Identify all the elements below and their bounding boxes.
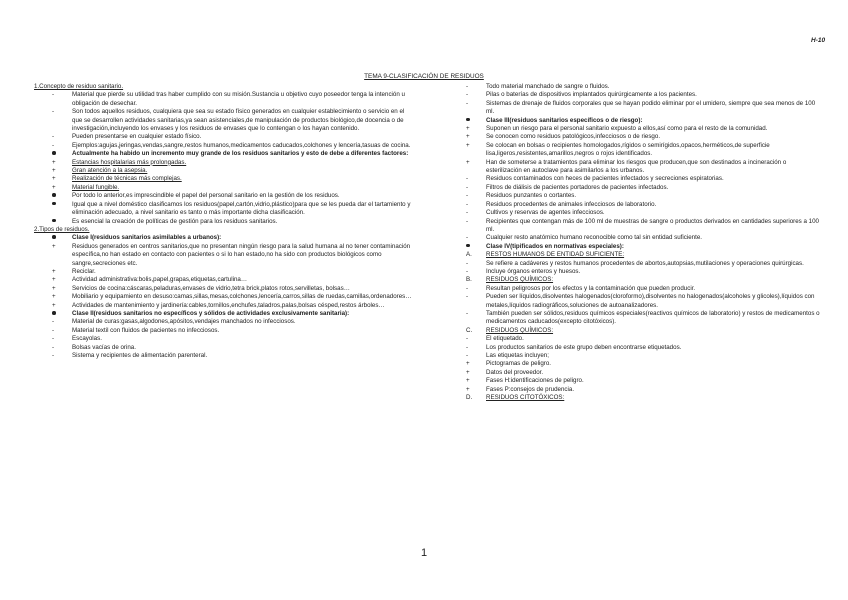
list-item (448, 192, 820, 200)
list-marker: + (466, 360, 470, 368)
list-item-text: Actividad administrativa:bolis,papel,grapas,etiquetas,cartulina… (72, 276, 248, 284)
list-item-text: Las etiquetas incluyen; (486, 352, 549, 359)
list-item (448, 310, 820, 327)
list-item (448, 100, 820, 117)
list-marker: + (52, 183, 56, 191)
list-item (448, 293, 820, 310)
section-heading: 1.Concepto de residuo sanitario. (34, 83, 124, 90)
list-item (34, 285, 412, 293)
list-item (448, 117, 820, 125)
list-item-text: Datos del proveedor. (486, 368, 544, 376)
list-item (34, 159, 412, 167)
bullet-dot (52, 192, 66, 200)
list-marker: - (52, 141, 55, 149)
list-item (448, 327, 820, 335)
list-item (448, 344, 820, 352)
list-item (448, 360, 820, 368)
list-item (448, 234, 820, 242)
section2-list (34, 234, 412, 360)
list-item (448, 184, 820, 192)
list-item (34, 344, 412, 352)
list-item-text: Clase I(residuos sanitarios asimilables a urbanos): (72, 234, 222, 242)
list-marker: - (466, 259, 469, 267)
list-item-text: Incluye órganos enteros y huesos. (486, 267, 581, 275)
list-item-text: Pueden ser líquidos,disolventes halogenados(cloroformo),disolventes no halogenados(alcoholes y glicoles),líquidos con metales,líquidos radiográficos,soluciones de autoanalizadores. (486, 293, 815, 309)
list-item (34, 293, 412, 301)
list-marker: + (466, 377, 470, 385)
list-item-text: Material textil con fluidos de pacientes no infecciosos. (72, 326, 220, 334)
list-marker: - (466, 183, 469, 191)
list-marker: - (52, 335, 55, 343)
bullet-dot (52, 218, 66, 226)
right-column (448, 83, 820, 402)
list-item (448, 91, 820, 99)
bullet-dot (52, 150, 66, 158)
list-item-text: Reciclar. (72, 267, 96, 275)
list-marker: + (52, 167, 56, 175)
list-item-text: Sistemas de drenaje de fluidos corporales que se hayan podido eliminar por el umidero, siempre que sea menos de 100 ml. (486, 99, 816, 116)
list-item-text: Material que pierde su utilidad tras haber cumplido con su misión.Sustancia u objetivo cuyo poseedor tenga la intención u obligación de desechar. (72, 91, 405, 107)
list-item-text: Estancias hospitalarias más prolongadas. (72, 158, 187, 166)
list-marker: - (466, 284, 469, 292)
list-item-text: Se refiere a cadáveres y restos humanos procedentes de abortos,autopsias,mutilaciones y operaciones quirúrgicas. (486, 259, 804, 267)
list-item-text: Fases H:identificaciones de peligro. (486, 377, 584, 385)
list-item (34, 218, 412, 226)
list-marker: + (52, 276, 56, 284)
list-marker: + (52, 301, 56, 309)
list-item-text: Cualquier resto anatómico humano reconocible como tal sin entidad suficiente. (486, 234, 702, 242)
list-item (34, 192, 412, 200)
list-marker: + (52, 158, 56, 166)
list-item (34, 150, 412, 158)
list-marker: - (466, 175, 469, 183)
list-marker: - (52, 91, 55, 99)
list-item (448, 377, 820, 385)
list-item (448, 251, 820, 259)
list-item-text: Resultan peligrosos por los efectos y la contaminación que pueden producir. (486, 284, 696, 292)
list-marker: - (466, 200, 469, 208)
document-title: TEMA 9-CLASIFICACIÓN DE RESIDUOS (364, 73, 484, 80)
list-item-text: Sistema y recipientes de alimentación parenteral. (72, 352, 208, 359)
list-marker: - (52, 326, 55, 334)
list-item (448, 268, 820, 276)
list-marker: + (52, 284, 56, 292)
list-item (34, 201, 412, 218)
list-item-text: Se colocan en bolsas o recipientes homologados,rígidos o semirígidos,opacos,herméticos,de superficie lisa,ligeros,resistentes,amarillos,negros o rojos identificados. (486, 141, 770, 158)
list-item-text: Residuos generados en centros sanitarios,que no presentan ningún riesgo para la salud humana al no tener contaminación específica,no han estado en contacto con pacientes o si lo han estado,no ha sido con productos biológicos como sangre,secreciones etc. (72, 242, 411, 267)
list-item-text: Realización de técnicas más complejas. (72, 175, 182, 183)
list-item-text: Servicios de cocina:cáscaras,peladuras,envases de vidrio,tetra brick,platos rotos,servilletas, bolsas… (72, 284, 350, 292)
list-marker: - (466, 352, 469, 359)
list-item (34, 234, 412, 242)
list-item-text: Fases P:consejos de prudencia. (486, 385, 575, 393)
list-item-text: RESIDUOS CITOTÓXICOS: (486, 394, 565, 402)
list-item (34, 276, 412, 284)
list-item-text: Escayolas. (72, 335, 102, 343)
list-item (448, 142, 820, 159)
list-item (34, 352, 412, 360)
list-item (34, 310, 412, 318)
list-item (448, 386, 820, 394)
list-item-text: Actualmente ha habido un incremento muy grande de los residuos sanitarios y esto de debe a diferentes factores: (72, 150, 409, 158)
list-marker: D. (466, 394, 473, 402)
list-item-text: También pueden ser sólidos,residuos químicos especiales(reactivos químicos de laboratorio) y restos de medicamentos o medicamentos caducados(excepto citotóxicos). (486, 309, 820, 326)
list-item-text: RESIDUOS QUÍMICOS: (486, 326, 554, 334)
list-marker: + (466, 158, 470, 166)
list-item (34, 268, 412, 276)
list-item (448, 218, 820, 235)
list-marker: + (52, 267, 56, 275)
list-item (448, 209, 820, 217)
list-marker: - (466, 335, 469, 343)
list-marker: + (466, 125, 470, 133)
list-marker: - (466, 209, 469, 217)
list-marker: B. (466, 276, 472, 284)
list-item (34, 327, 412, 335)
list-item (448, 175, 820, 183)
list-marker: + (52, 175, 56, 183)
list-marker: + (52, 293, 56, 301)
list-item-text: Recipientes que contengan más de 100 ml de muestras de sangre o productos derivados en cantidades superiores a 100 ml. (486, 217, 819, 233)
list-marker: + (52, 242, 56, 250)
bullet-dot (52, 310, 66, 318)
list-item (34, 243, 412, 268)
list-marker: - (52, 133, 55, 141)
list-item-text: Mobiliario y equipamiento en desuso:camas,sillas,mesas,colchones,lencería,carros,sillas de ruedas,camillas,ordenadores… (72, 293, 412, 301)
list-marker: + (466, 368, 470, 376)
list-item-text: Material de curas:gasas,algodones,apósitos,vendajes manchados no infecciosos. (72, 318, 296, 326)
list-item-text: Residuos contaminados con heces de pacientes infectados y secreciones espiratorias. (486, 175, 724, 183)
list-item-text: Gran atención a la asepsia. (72, 167, 148, 175)
bullet-dot (466, 117, 480, 125)
list-item-text: Bolsas vacías de orina. (72, 343, 136, 351)
list-marker: + (466, 141, 470, 149)
list-item-text: Pictogramas de peligro. (486, 360, 552, 368)
right-list (448, 83, 820, 402)
list-item (448, 201, 820, 209)
list-item-text: Actividades de mantenimiento y jardinería:cables,tornillos,enchufes,taladros,palas,bolsas césped,restos árboles… (72, 301, 385, 309)
list-item-text: Ejemplos:agujas,jeringas,vendas,sangre,restos humanos,medicamentos caducados,colchones y lencería,tasuas de cocina. (72, 141, 411, 149)
list-item-text: Pueden presentarse en cualquier estado físico. (72, 133, 202, 141)
bullet-dot (52, 234, 66, 242)
list-item (448, 243, 820, 251)
list-item-text: Residuos procedentes de animales infecciosos de laboratorio. (486, 200, 657, 208)
list-marker: - (466, 217, 469, 225)
bullet-dot (466, 243, 480, 251)
list-item-text: El etiquetado. (486, 335, 524, 343)
list-item (448, 159, 820, 176)
list-item (448, 83, 820, 91)
list-item-text: Igual que a nivel doméstico clasificamos los residuos(papel,cartón,vidrio,plástico)para que se les pueda dar el tartamiento y eliminación adecuado, a nivel sanitario es tanto o más importante dicha clasificación. (72, 200, 411, 217)
section1-list (34, 91, 412, 226)
header-code: H-10 (811, 37, 826, 44)
bullet-dot (52, 201, 66, 209)
list-item-text: Suponen un riesgo para el personal sanitario expuesto a ellos,así como para el resto de la comunidad. (486, 125, 768, 133)
list-marker: - (466, 192, 469, 200)
list-item (448, 276, 820, 284)
list-item (448, 335, 820, 343)
list-item-text: Los productos sanitarios de este grupo deben encontrarse etiquetados. (486, 343, 682, 351)
list-marker: - (466, 267, 469, 275)
list-item-text: Clase III(residuos sanitarios específicos o de riesgo): (486, 116, 643, 124)
list-marker: - (52, 352, 55, 359)
list-item (34, 184, 412, 192)
section-heading: 2.Tipos de residuos. (34, 225, 90, 233)
list-marker: - (466, 343, 469, 351)
list-item (448, 285, 820, 293)
list-item-text: RESTOS HUMANOS DE ENTIDAD SUFICIENTE: (486, 251, 625, 259)
list-marker: - (466, 91, 469, 99)
list-item-text: Son todos aquellos residuos, cualquiera que sea su estado físico generados en cualquier establecimiento o servicio en el que se desarrollen actividades sanitarias,ya sean asistenciales,de manipulación de productos biológico,de docencia o de investigación,incluyendo los envases y los residuos de envases que lo contengan o los hayan contenido. (72, 108, 405, 133)
list-item-text: Cultivos y reservas de agentes infecciosos. (486, 209, 605, 217)
list-marker: - (52, 318, 55, 326)
list-marker: + (466, 133, 470, 141)
list-item-text: Han de someterse a tratamientos para eliminar los riesgos que producen,que son destinados a incineración o esterilización en autoclave para asimilarlos a los urbanos. (486, 158, 787, 175)
list-item (34, 108, 412, 133)
page-number: 1 (420, 547, 428, 559)
list-item (34, 335, 412, 343)
list-marker: - (466, 234, 469, 242)
list-item (34, 167, 412, 175)
list-item (448, 125, 820, 133)
list-marker: C. (466, 326, 473, 334)
list-item-text: Material fungible. (72, 183, 120, 191)
list-item-text: Residuos punzantes o cortantes. (486, 192, 577, 200)
list-item (34, 133, 412, 141)
left-column (34, 83, 412, 360)
list-marker: + (466, 385, 470, 393)
list-item (448, 369, 820, 377)
list-item (448, 260, 820, 268)
list-item (34, 142, 412, 150)
list-item (34, 91, 412, 108)
list-marker: - (52, 343, 55, 351)
list-marker: A. (466, 251, 472, 259)
list-item (448, 133, 820, 141)
list-marker: - (466, 83, 469, 90)
list-item-text: Clase IV(tipificados en normativas especiales): (486, 242, 624, 250)
list-item-text: Es esencial la creación de políticas de gestión para los residuos sanitarios. (72, 217, 278, 225)
list-marker: - (466, 293, 469, 301)
list-item-text: Filtros de diálisis de pacientes portadores de pacientes infectados. (486, 183, 669, 191)
list-item (34, 318, 412, 326)
list-item-text: Todo material manchado de sangre o fluidos. (486, 83, 610, 90)
list-item (34, 302, 412, 310)
list-marker: - (466, 99, 469, 107)
list-item-text: RESIDUOS QUÍMICOS: (486, 276, 554, 284)
list-item (34, 175, 412, 183)
list-item-text: Por todo lo anterior,es imprescindible el papel del personal sanitario en la gestión de los residuos. (72, 192, 340, 200)
list-item-text: Clase II(residuos sanitarios no específicos y sólidos de actividades exclusivamente sanitaria): (72, 309, 350, 317)
list-item-text: Se conocen como residuos patológicos,infecciosos o de riesgo. (486, 133, 661, 141)
list-item (448, 352, 820, 360)
list-item (448, 394, 820, 402)
list-marker: - (52, 108, 55, 116)
list-item-text: Pilas o baterías de dispositivos implantados quirúrgicamente a los pacientes. (486, 91, 697, 99)
list-marker: - (466, 309, 469, 317)
